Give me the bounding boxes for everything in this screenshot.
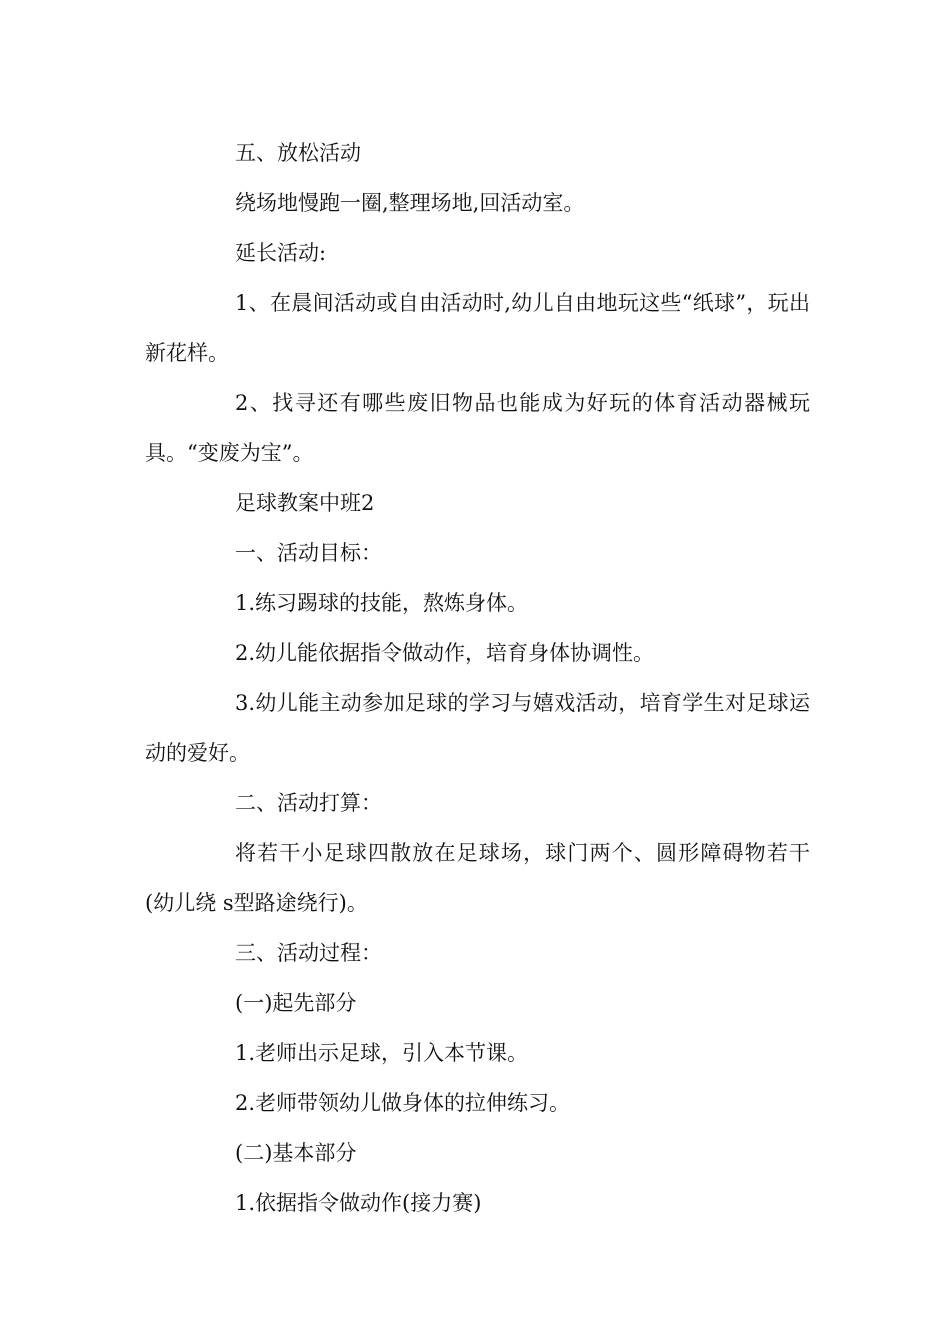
paragraph-relax-jog: 绕场地慢跑一圈,整理场地,回活动室。 <box>235 191 585 215</box>
section-heading-relax: 五、放松活动 <box>235 141 361 165</box>
document-body <box>145 128 810 1228</box>
process-start-item-1: 1.老师出示足球，引入本节课。 <box>235 1041 529 1065</box>
subsection-heading-basic: (二)基本部分 <box>235 1141 357 1165</box>
section-heading-preparation: 二、活动打算： <box>235 791 382 815</box>
lesson-title: 足球教案中班2 <box>235 491 375 515</box>
goal-item-1: 1.练习踢球的技能，熬炼身体。 <box>235 591 529 615</box>
process-basic-item-1: 1.依据指令做动作(接力赛) <box>235 1191 482 1215</box>
process-start-item-2: 2.老师带领幼儿做身体的拉伸练习。 <box>235 1091 571 1115</box>
goal-item-2: 2.幼儿能依据指令做动作，培育身体协调性。 <box>235 641 655 665</box>
subsection-heading-start: (一)起先部分 <box>235 991 357 1015</box>
paragraph-extension-2: 2、找寻还有哪些废旧物品也能成为好玩的体育活动器械玩具。“变废为宝”。 <box>145 391 810 465</box>
paragraph-preparation: 将若干小足球四散放在足球场，球门两个、圆形障碍物若干(幼儿绕 s型路途绕行)。 <box>145 841 810 915</box>
section-heading-goals: 一、活动目标： <box>235 541 382 565</box>
section-heading-extension: 延长活动: <box>235 241 327 265</box>
paragraph-extension-1: 1、在晨间活动或自由活动时,幼儿自由地玩这些“纸球”，玩出新花样。 <box>145 291 810 365</box>
goal-item-3: 3.幼儿能主动参加足球的学习与嬉戏活动，培育学生对足球运动的爱好。 <box>145 691 810 765</box>
section-heading-process: 三、活动过程： <box>235 941 382 965</box>
